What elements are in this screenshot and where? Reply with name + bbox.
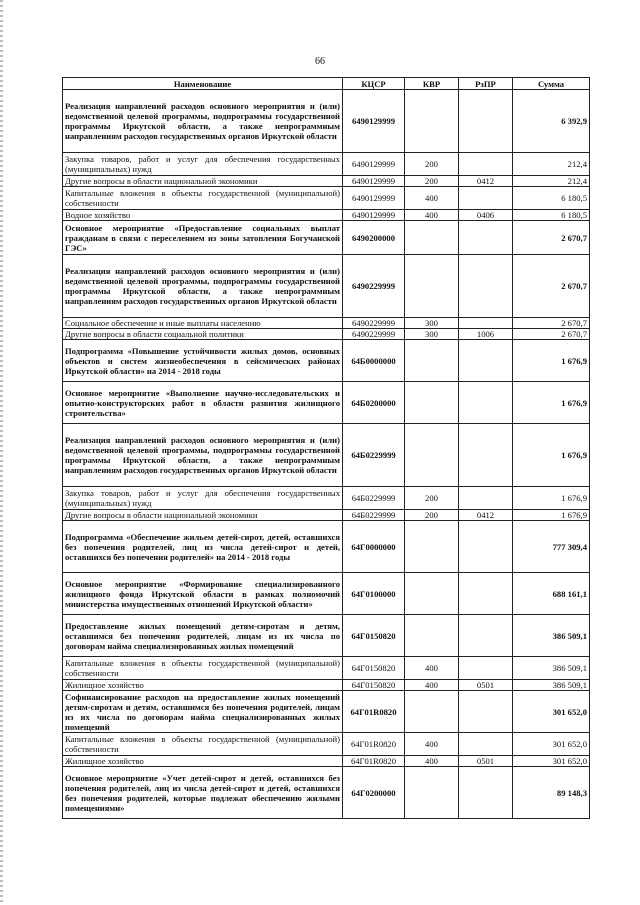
page-number: 66 — [315, 56, 325, 67]
row-rzpr-cell — [459, 424, 513, 487]
row-name-cell: Другие вопросы в области национальной экономики — [63, 176, 343, 187]
row-name-cell: Предоставление жилых помещений детям-сиротам и детям, оставшимся без попечения родителей, лицам из их числа по договорам найма специализированных жилых помещений — [63, 615, 343, 657]
row-name-cell: Капитальные вложения в объекты государственной (муниципальной) собственности — [63, 657, 343, 680]
row-rzpr-cell: 0412 — [459, 510, 513, 521]
row-sum-cell: 212,4 — [513, 176, 590, 187]
row-kcsr-cell: 64Г0150820 — [343, 657, 405, 680]
row-kcsr-cell: 64Г01R0820 — [343, 756, 405, 767]
table-row — [63, 521, 590, 573]
row-name-cell: Водное хозяйство — [63, 210, 343, 221]
row-name-cell: Реализация направлений расходов основного мероприятия и (или) ведомственной целевой программы, подпрограммы государственной программы Иркутской области, а также непрограммным направлениям расходов государственных органов Иркутской области — [63, 424, 343, 487]
row-name-cell: Подпрограмма «Повышение устойчивости жилых домов, основных объектов и систем жизнеобеспечения в сейсмических районах Иркутской области» на 2014 - 2018 годы — [63, 340, 343, 382]
table-row — [63, 221, 590, 255]
row-kvr-cell — [405, 382, 459, 424]
row-sum-cell: 777 309,4 — [513, 521, 590, 573]
row-kvr-cell — [405, 691, 459, 733]
table-row — [63, 210, 590, 221]
row-rzpr-cell — [459, 691, 513, 733]
row-kcsr-cell: 6490129999 — [343, 210, 405, 221]
row-rzpr-cell — [459, 615, 513, 657]
row-kvr-cell: 200 — [405, 510, 459, 521]
row-name-cell: Капитальные вложения в объекты государственной (муниципальной) собственности — [63, 733, 343, 756]
row-kvr-cell: 400 — [405, 680, 459, 691]
row-kvr-cell: 200 — [405, 487, 459, 510]
row-rzpr-cell — [459, 318, 513, 329]
row-kcsr-cell: 6490129999 — [343, 153, 405, 176]
row-rzpr-cell — [459, 153, 513, 176]
row-sum-cell: 386 509,1 — [513, 680, 590, 691]
row-name-cell: Подпрограмма «Обеспечение жильем детей-сирот, детей, оставшихся без попечения родителей, лиц из числа детей-сирот и детей, оставшихся без попечения родителей» на 2014 - 2018 годы — [63, 521, 343, 573]
row-sum-cell: 1 676,9 — [513, 340, 590, 382]
row-name-cell: Закупка товаров, работ и услуг для обеспечения государственных (муниципальных) нужд — [63, 487, 343, 510]
table-header-row — [63, 78, 590, 90]
row-kcsr-cell: 6490229999 — [343, 255, 405, 318]
row-name-cell: Другие вопросы в области социальной политики — [63, 329, 343, 340]
row-name-cell: Реализация направлений расходов основного мероприятия и (или) ведомственной целевой программы, подпрограммы государственной программы Иркутской области, а также непрограммным направлениям расходов государственных органов Иркутской области — [63, 90, 343, 153]
table-row — [63, 756, 590, 767]
table-row — [63, 573, 590, 615]
row-kvr-cell: 300 — [405, 329, 459, 340]
row-kvr-cell — [405, 573, 459, 615]
row-name-cell: Капитальные вложения в объекты государственной (муниципальной) собственности — [63, 187, 343, 210]
row-rzpr-cell — [459, 733, 513, 756]
table-row — [63, 176, 590, 187]
row-rzpr-cell: 0501 — [459, 680, 513, 691]
row-kvr-cell: 400 — [405, 756, 459, 767]
table-row — [63, 382, 590, 424]
row-kvr-cell — [405, 90, 459, 153]
table-row — [63, 340, 590, 382]
row-rzpr-cell — [459, 573, 513, 615]
row-kvr-cell: 200 — [405, 153, 459, 176]
row-sum-cell: 386 509,1 — [513, 657, 590, 680]
table-row — [63, 657, 590, 680]
table-row — [63, 424, 590, 487]
row-rzpr-cell — [459, 521, 513, 573]
row-sum-cell: 1 676,9 — [513, 510, 590, 521]
row-kvr-cell: 400 — [405, 733, 459, 756]
row-sum-cell: 2 670,7 — [513, 318, 590, 329]
row-kvr-cell: 400 — [405, 210, 459, 221]
row-kcsr-cell: 6490200000 — [343, 221, 405, 255]
table-row — [63, 733, 590, 756]
row-kcsr-cell: 6490229999 — [343, 329, 405, 340]
table-row — [63, 767, 590, 819]
budget-table — [62, 77, 590, 819]
row-rzpr-cell — [459, 187, 513, 210]
row-sum-cell: 2 670,7 — [513, 255, 590, 318]
row-sum-cell: 2 670,7 — [513, 329, 590, 340]
row-name-cell: Другие вопросы в области национальной экономики — [63, 510, 343, 521]
row-rzpr-cell — [459, 340, 513, 382]
row-name-cell: Жилищное хозяйство — [63, 680, 343, 691]
table-row — [63, 153, 590, 176]
row-sum-cell: 6 180,5 — [513, 210, 590, 221]
table-row — [63, 90, 590, 153]
row-kvr-cell — [405, 221, 459, 255]
row-kvr-cell: 400 — [405, 657, 459, 680]
row-kcsr-cell: 64Г0000000 — [343, 521, 405, 573]
row-name-cell: Основное мероприятие «Учет детей-сирот и детей, оставшихся без попечения родителей, лиц из числа детей-сирот и детей, оставшихся без попечения родителей, которые подлежат обеспечению жилыми помещениями» — [63, 767, 343, 819]
row-sum-cell: 301 652,0 — [513, 733, 590, 756]
table-row — [63, 255, 590, 318]
row-rzpr-cell — [459, 657, 513, 680]
header-rzpr: РзПР — [459, 78, 513, 90]
table-row — [63, 318, 590, 329]
row-sum-cell: 2 670,7 — [513, 221, 590, 255]
row-sum-cell: 1 676,9 — [513, 382, 590, 424]
row-kcsr-cell: 6490129999 — [343, 187, 405, 210]
row-rzpr-cell — [459, 255, 513, 318]
row-kcsr-cell: 64Г0200000 — [343, 767, 405, 819]
row-name-cell: Основное мероприятие «Формирование специализированного жилищного фонда Иркутской области в рамках полномочий министерства имущественных отношений Иркутской области» — [63, 573, 343, 615]
row-kcsr-cell: 6490129999 — [343, 176, 405, 187]
row-rzpr-cell: 0501 — [459, 756, 513, 767]
row-rzpr-cell — [459, 767, 513, 819]
row-name-cell: Реализация направлений расходов основного мероприятия и (или) ведомственной целевой программы, подпрограммы государственной программы Иркутской области, а также непрограммным направлениям расходов государственных органов Иркутской области — [63, 255, 343, 318]
row-kcsr-cell: 64Г0150820 — [343, 680, 405, 691]
row-sum-cell: 1 676,9 — [513, 487, 590, 510]
row-rzpr-cell: 0406 — [459, 210, 513, 221]
row-kcsr-cell: 64Г0100000 — [343, 573, 405, 615]
row-kvr-cell: 400 — [405, 187, 459, 210]
row-rzpr-cell — [459, 487, 513, 510]
header-kcsr: КЦСР — [343, 78, 405, 90]
row-kcsr-cell: 64Б0229999 — [343, 510, 405, 521]
row-sum-cell: 89 148,3 — [513, 767, 590, 819]
table-row — [63, 329, 590, 340]
row-sum-cell: 212,4 — [513, 153, 590, 176]
row-sum-cell: 1 676,9 — [513, 424, 590, 487]
row-kcsr-cell: 64Б0229999 — [343, 487, 405, 510]
row-kvr-cell — [405, 255, 459, 318]
row-rzpr-cell — [459, 382, 513, 424]
row-rzpr-cell: 1006 — [459, 329, 513, 340]
row-kcsr-cell: 64Г01R0820 — [343, 733, 405, 756]
row-sum-cell: 6 180,5 — [513, 187, 590, 210]
row-sum-cell: 688 161,1 — [513, 573, 590, 615]
row-sum-cell: 6 392,9 — [513, 90, 590, 153]
row-name-cell: Софинансирование расходов на предоставление жилых помещений детям-сиротам и детям, оставшимся без попечения родителей, лицам из их числа по договорам найма специализированных жилых помещений — [63, 691, 343, 733]
row-kcsr-cell: 64Б0200000 — [343, 382, 405, 424]
row-rzpr-cell — [459, 90, 513, 153]
row-kcsr-cell: 64Г01R0820 — [343, 691, 405, 733]
row-kcsr-cell: 64Б0229999 — [343, 424, 405, 487]
table-row — [63, 510, 590, 521]
row-kcsr-cell: 6490229999 — [343, 318, 405, 329]
row-kcsr-cell: 6490129999 — [343, 90, 405, 153]
row-sum-cell: 386 509,1 — [513, 615, 590, 657]
row-kcsr-cell: 64Г0150820 — [343, 615, 405, 657]
row-kvr-cell: 300 — [405, 318, 459, 329]
row-kvr-cell — [405, 521, 459, 573]
row-rzpr-cell: 0412 — [459, 176, 513, 187]
row-kvr-cell — [405, 340, 459, 382]
header-name: Наименование — [63, 78, 343, 90]
row-name-cell: Основное мероприятие «Выполнение научно-исследовательских и опытно-конструкторских работ в области развития жилищного строительства» — [63, 382, 343, 424]
row-sum-cell: 301 652,0 — [513, 756, 590, 767]
row-kvr-cell — [405, 767, 459, 819]
table-row — [63, 615, 590, 657]
row-name-cell: Закупка товаров, работ и услуг для обеспечения государственных (муниципальных) нужд — [63, 153, 343, 176]
table-row — [63, 680, 590, 691]
row-rzpr-cell — [459, 221, 513, 255]
row-kvr-cell — [405, 615, 459, 657]
table-row — [63, 487, 590, 510]
table-body — [63, 90, 590, 819]
header-kvr: КВР — [405, 78, 459, 90]
row-name-cell: Социальное обеспечение и иные выплаты населению — [63, 318, 343, 329]
row-sum-cell: 301 652,0 — [513, 691, 590, 733]
table-row — [63, 187, 590, 210]
scan-edge — [0, 0, 3, 905]
row-kvr-cell — [405, 424, 459, 487]
row-name-cell: Жилищное хозяйство — [63, 756, 343, 767]
table-row — [63, 691, 590, 733]
row-name-cell: Основное мероприятие «Предоставление социальных выплат гражданам в связи с переселением из зоны затопления Богучанской ГЭС» — [63, 221, 343, 255]
row-kcsr-cell: 64Б0000000 — [343, 340, 405, 382]
header-sum: Сумма — [513, 78, 590, 90]
row-kvr-cell: 200 — [405, 176, 459, 187]
